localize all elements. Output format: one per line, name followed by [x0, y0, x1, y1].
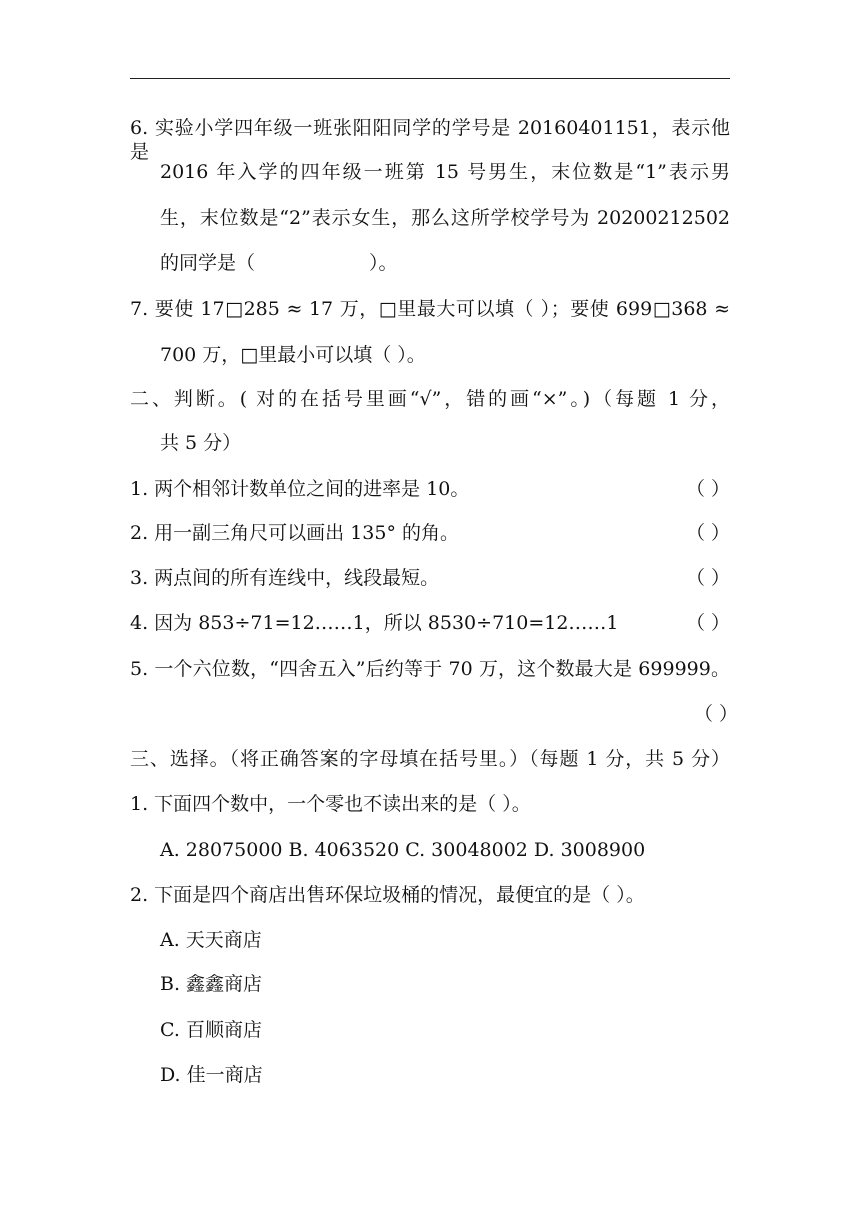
choice-q2-option-a: A. 天天商店 [160, 929, 262, 951]
q6-line-1: 6. 实验小学四年级一班张阳阳同学的学号是 20160401151，表示他是 [130, 117, 730, 163]
section2-heading: 二、判断。( 对的在括号里画“√”，错的画“×”。)（每题 1 分， [130, 388, 730, 410]
judge-item-5: 5. 一个六位数，“四舍五入”后约等于 70 万，这个数最大是 699999。 [130, 658, 730, 680]
q6-line-3: 生，末位数是“2”表示女生，那么这所学校学号为 20200212502 [160, 207, 730, 229]
q7-line-1: 7. 要使 17□285 ≈ 17 万，□里最大可以填（ ）；要使 699□368 ≈ [130, 298, 730, 320]
judge-item-2: 2. 用一副三角尺可以画出 135° 的角。 [130, 522, 460, 544]
section2-heading-cont: 共 5 分） [160, 432, 242, 454]
judge-answer-3: （ ） [686, 567, 731, 589]
choice-q1: 1. 下面四个数中，一个零也不读出来的是（ ）。 [130, 793, 531, 815]
q6-line-2: 2016 年入学的四年级一班第 15 号男生，末位数是“1”表示男 [160, 161, 730, 183]
choice-q1-options: A. 28075000 B. 4063520 C. 30048002 D. 3008900 [160, 839, 646, 861]
q6-line-4: 的同学是（ ）。 [160, 252, 398, 274]
q7-line-2: 700 万，□里最小可以填（ ）。 [160, 344, 426, 366]
judge-item-4: 4. 因为 853÷71=12……1，所以 8530÷710=12……1 [130, 612, 619, 634]
judge-item-1: 1. 两个相邻计数单位之间的进率是 10。 [130, 478, 470, 500]
choice-q2-option-c: C. 百顺商店 [160, 1019, 262, 1041]
judge-answer-5: （ ） [694, 703, 739, 725]
choice-q2-option-b: B. 鑫鑫商店 [160, 973, 263, 995]
judge-answer-2: （ ） [686, 522, 731, 544]
section3-heading: 三、选择。（将正确答案的字母填在括号里。）（每题 1 分，共 5 分） [130, 748, 730, 770]
judge-answer-4: （ ） [686, 612, 731, 634]
header-rule [130, 78, 730, 79]
judge-answer-1: （ ） [686, 478, 731, 500]
judge-item-3: 3. 两点间的所有连线中，线段最短。 [130, 567, 440, 589]
choice-q2-option-d: D. 佳一商店 [160, 1064, 263, 1086]
choice-q2: 2. 下面是四个商店出售环保垃圾桶的情况，最便宜的是（ ）。 [130, 884, 645, 906]
